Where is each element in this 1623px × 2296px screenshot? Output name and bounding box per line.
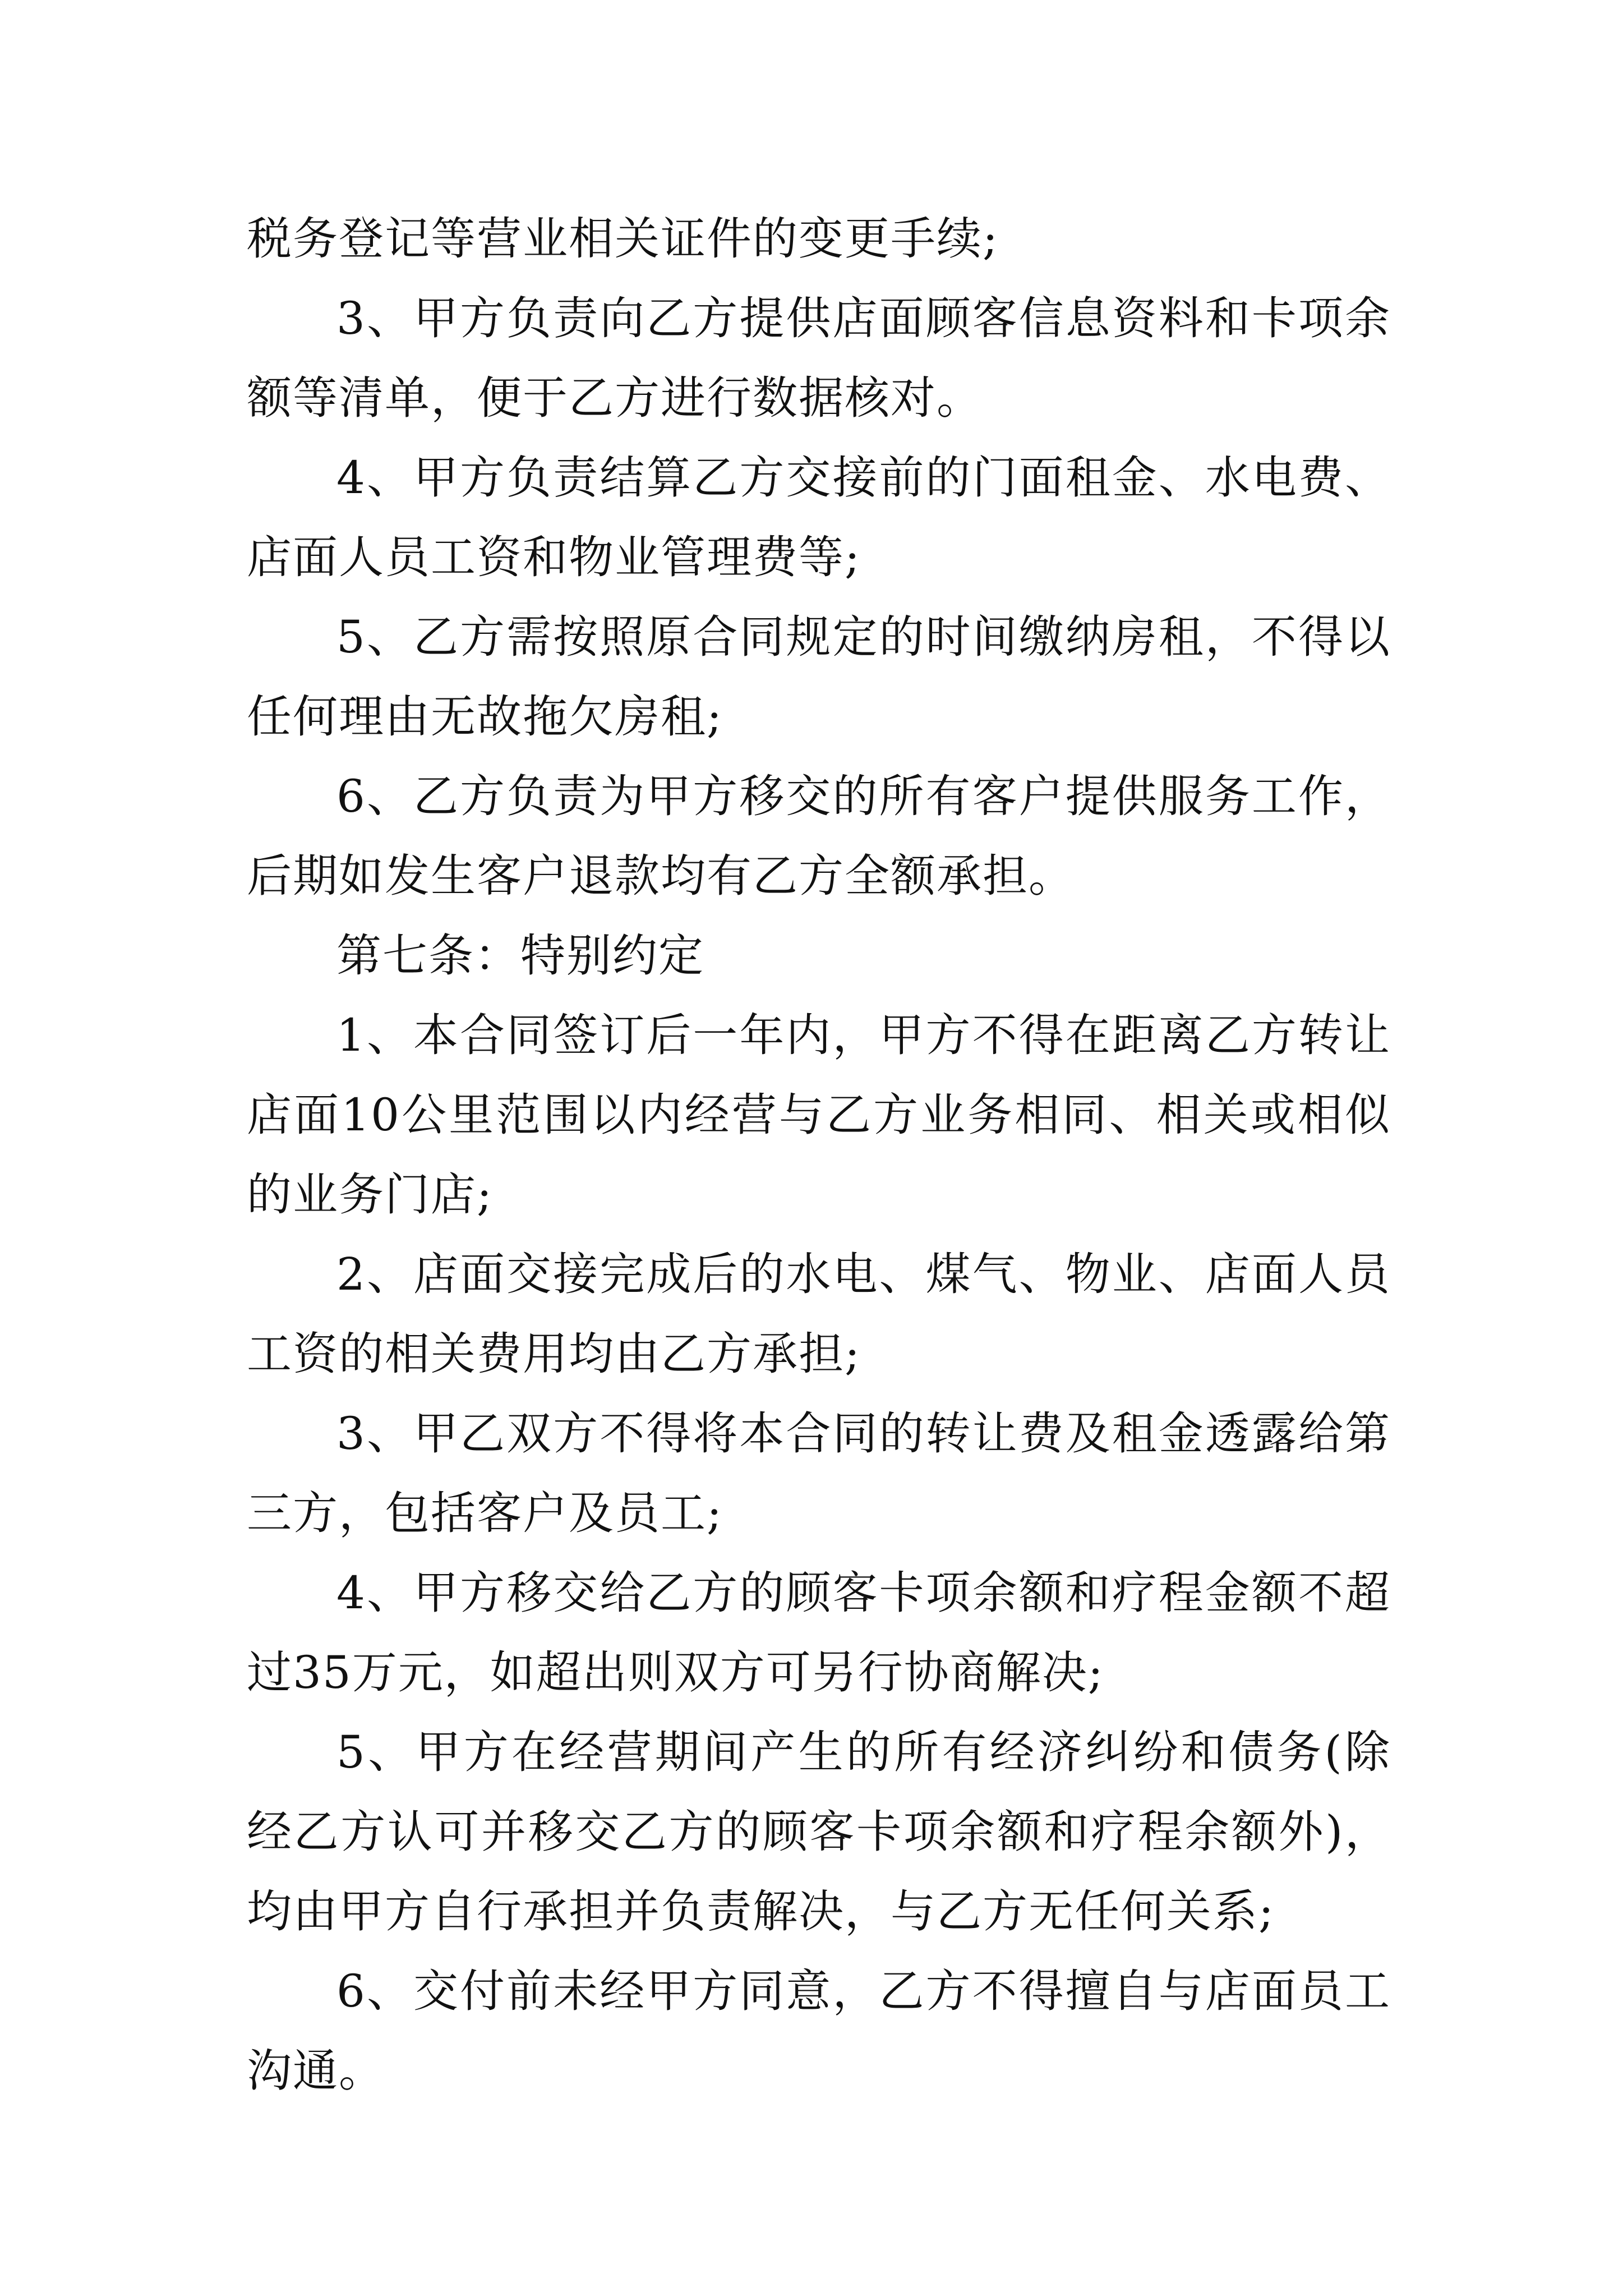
- document-body: [247, 199, 1391, 2111]
- special-clause-3: 3、甲乙双方不得将本合同的转让费及租金透露给第三方，包括客户及员工;: [247, 1407, 1391, 1539]
- clause-item-5: 5、乙方需按照原合同规定的时间缴纳房租，不得以任何理由无故拖欠房租;: [247, 611, 1391, 743]
- special-clause-2: 2、店面交接完成后的水电、煤气、物业、店面人员工资的相关费用均由乙方承担;: [247, 1248, 1391, 1380]
- clause-item-3: 3、甲方负责向乙方提供店面顾客信息资料和卡项余额等清单，便于乙方进行数据核对。: [247, 292, 1391, 424]
- article-heading: 第七条：特别约定: [336, 930, 704, 982]
- special-clause-6: 6、交付前未经甲方同意，乙方不得擅自与店面员工沟通。: [247, 1965, 1391, 2097]
- special-clause-1: 1、本合同签订后一年内，甲方不得在距离乙方转让店面10公里范围以内经营与乙方业务相同、相关或相似的业务门店;: [247, 1009, 1391, 1221]
- special-clause-5: 5、甲方在经营期间产生的所有经济纠纷和债务(除经乙方认可并移交乙方的顾客卡项余额和疗程余额外)，均由甲方自行承担并负责解决，与乙方无任何关系;: [247, 1726, 1391, 1938]
- clause-item-6: 6、乙方负责为甲方移交的所有客户提供服务工作，后期如发生客户退款均有乙方全额承担。: [247, 770, 1391, 902]
- clause-item-4: 4、甲方负责结算乙方交接前的门面租金、水电费、店面人员工资和物业管理费等;: [247, 452, 1391, 583]
- special-clause-4: 4、甲方移交给乙方的顾客卡项余额和疗程金额不超过35万元，如超出则双方可另行协商解决;: [247, 1567, 1391, 1699]
- paragraph-continuation: 税务登记等营业相关证件的变更手续;: [247, 213, 999, 265]
